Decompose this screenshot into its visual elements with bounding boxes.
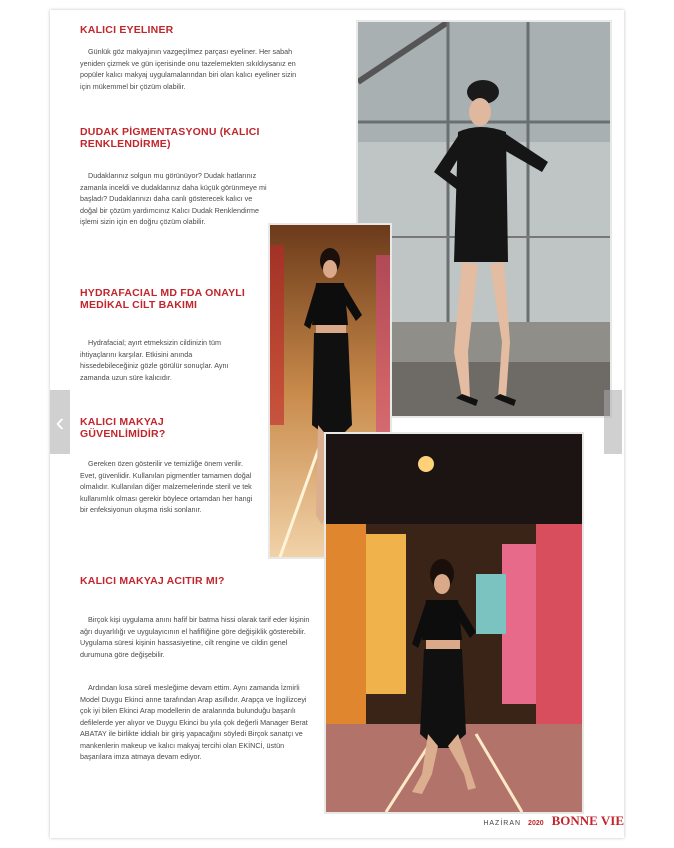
next-page-edge[interactable]	[604, 390, 622, 454]
footer-year: 2020	[528, 820, 544, 827]
section-body-safety: Gereken özen gösterilir ve temizliğe önem verilir. Evet, güvenlidir. Kullanılan pigmentler tamamen doğal olmalıdır. Kullanılan diğer malzemelerinde steril ve tek kullanımlık olması gerekir böylece ortamdan her hangi bir enfeksiyonun oluşma riski sonlanır.	[80, 459, 253, 514]
section-heading-hydrafacial: HYDRAFACIAL MD FDA ONAYLI MEDİKAL CİLT BAKIMI	[80, 287, 246, 311]
section-body-lip: Dudaklarınız solgun mu görünüyor? Dudak hatlarınız zamanla inceldi ve dudaklarınız daha küçük görünmeye mi başladı? Dudaklarınızı daha canlı gösterecek kalıcı ve doğal bir çözüm yardımcınız Kalıcı Dudak Renklendirme işlemi sizin için en doğru çözüm olabilir.	[80, 171, 267, 226]
photo-stage-portrait-2	[324, 432, 584, 814]
section-body-eyeliner: Günlük göz makyajının vazgeçilmez parçası eyeliner. Her sabah yeniden çizmek ve gün içerisinde onu tazelemekten sıkıldıysanız en popüler kalıcı makyaj uygulamalarından biri olan kalıcı eyeliner sizin için mükemmel bir çözüm olabilir.	[80, 47, 297, 91]
section-heading-safety: KALICI MAKYAJ GÜVENLİMİDİR?	[80, 416, 166, 440]
prev-page-button[interactable]: ‹	[50, 390, 70, 454]
footer-brand: BONNE VIE	[551, 813, 624, 828]
footer-month: HAZİRAN	[483, 820, 522, 827]
section-body-hydrafacial: Hydrafacial; ayırt etmeksizin cildinizin tüm ihtiyaçlarını karşılar. Etkisini anında hissedebileceğiniz gözle görülür sonuçlar. Aynı zamanda uzun süre kalıcıdır.	[80, 338, 229, 382]
section-heading-lip: DUDAK PİGMENTASYONU (KALICI RENKLENDİRME)	[80, 126, 260, 150]
window-portrait-image	[358, 22, 610, 416]
page-footer	[483, 812, 624, 830]
section-heading-pain: KALICI MAKYAJ ACITIR MI?	[80, 575, 225, 587]
stage-portrait-2-image	[326, 434, 582, 812]
section-body-pain: Birçok kişi uygulama anını hafif bir batma hissi olarak tarif eder kişinin ağrı duyarlılığı ve uygulayıcının el hafifliğine göre değişiklik gösterebilir. Uygulama süresi kişinin hassasiyetine, cilt rengine ve cildin genel durumuna göre değişebilir.	[80, 615, 310, 659]
photo-window-portrait	[356, 20, 612, 418]
section-heading-eyeliner: KALICI EYELINER	[80, 24, 174, 36]
section-body-bio: Ardından kısa süreli mesleğime devam ettim. Aynı zamanda İzmirli Model Duygu Ekinci anne tarafından Arap asıllıdır. Arapça ve İngilizceyi çok iyi bilen Ekinci Arap modellerin de aralarında bulunduğu başarılı defilelerde yer alıyor ve Duygu Ekinci bu yıla çok değerli Manager Berat ABATAY ile birlikte iddialı bir giriş yapacağını söyledi Birçok sanatçı ve mankenlerin makeup ve kalıcı makyaj tercihi olan EKİNCİ, üstün başarılara imza atmaya devam ediyor.	[80, 683, 308, 761]
